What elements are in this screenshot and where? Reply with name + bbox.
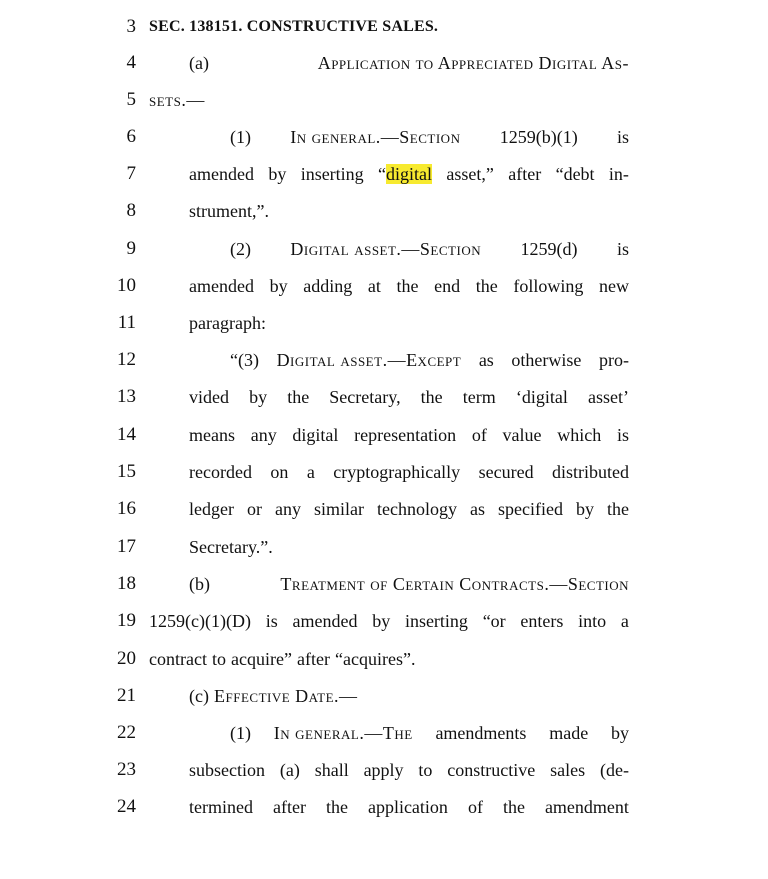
word: of — [471, 425, 487, 445]
word: is — [265, 611, 278, 631]
line-number: 13 — [117, 386, 136, 407]
word: any — [274, 499, 301, 519]
word: cryptographically — [333, 462, 461, 482]
line-number: 12 — [117, 349, 136, 370]
word: otherwise — [511, 350, 582, 370]
document-line — [0, 755, 768, 785]
document-line — [0, 196, 768, 226]
word: application — [367, 797, 448, 817]
document-line — [0, 308, 768, 338]
document-line — [0, 457, 768, 487]
document-line — [0, 382, 768, 412]
word: technology — [376, 499, 457, 519]
word: recorded — [189, 462, 252, 482]
word: to — [212, 649, 227, 669]
line-number: 20 — [117, 648, 136, 669]
word: apply — [363, 760, 404, 780]
word: term — [462, 387, 496, 407]
document-line — [0, 234, 768, 264]
paragraph-label: (1) — [230, 723, 251, 743]
document-line — [0, 532, 768, 562]
word: amended — [189, 276, 254, 296]
word: specified — [497, 499, 563, 519]
document-line — [0, 420, 768, 450]
word: subsection — [189, 760, 265, 780]
word: “debt — [555, 164, 595, 184]
paragraph-label: (1) — [230, 127, 251, 147]
word: the — [502, 797, 525, 817]
word: constructive — [447, 760, 536, 780]
word: by — [372, 611, 391, 631]
paragraph-label: (2) — [230, 239, 251, 259]
word: amendments — [435, 723, 527, 743]
line-number: 7 — [126, 163, 136, 184]
word: the — [420, 387, 443, 407]
word: by — [575, 499, 594, 519]
word: by — [268, 164, 287, 184]
subsection-heading: Effective Date.— — [214, 686, 358, 706]
word: vided — [189, 387, 229, 407]
word: Secretary, — [329, 387, 401, 407]
word: or — [246, 499, 262, 519]
word: the — [606, 499, 629, 519]
word: amended — [189, 164, 254, 184]
document-line — [0, 271, 768, 301]
word: amendment — [544, 797, 629, 817]
word: (a) — [279, 760, 300, 780]
line-number: 3 — [126, 16, 136, 37]
word: inserting — [300, 164, 364, 184]
word: means — [189, 425, 235, 445]
word: acquire” — [231, 649, 292, 669]
subsection-label: (b) — [189, 574, 210, 594]
document-line — [0, 494, 768, 524]
line-number: 10 — [117, 275, 136, 296]
line-number: 17 — [117, 536, 136, 557]
line-number: 5 — [126, 89, 136, 110]
line-number: 18 — [117, 573, 136, 594]
line-number: 22 — [117, 722, 136, 743]
line-number: 23 — [117, 759, 136, 780]
word: termined — [189, 797, 253, 817]
word: 1259(b)(1) — [499, 127, 578, 147]
paragraph-heading: In general.—Section — [290, 127, 461, 147]
line-number: 15 — [117, 461, 136, 482]
word: the — [475, 276, 498, 296]
line-number: 16 — [117, 498, 136, 519]
word: into — [578, 611, 607, 631]
word: amended — [292, 611, 358, 631]
word: after — [272, 797, 306, 817]
subsection-heading-cont: sets.— — [149, 90, 205, 110]
word: is — [616, 127, 629, 147]
word: the — [325, 797, 348, 817]
paragraph-heading: Digital asset.—Except — [276, 350, 462, 370]
word: the — [287, 387, 310, 407]
document-line — [0, 345, 768, 375]
subsection-label: (c) — [189, 686, 209, 706]
line-number: 14 — [117, 424, 136, 445]
word: ‘digital — [515, 387, 568, 407]
word: which — [557, 425, 602, 445]
word: enters — [520, 611, 564, 631]
word: 1259(d) — [520, 239, 578, 259]
word: similar — [313, 499, 364, 519]
word: adding — [303, 276, 353, 296]
word: by — [249, 387, 268, 407]
paragraph-heading: In general.—The — [273, 723, 413, 743]
line-number: 24 — [117, 796, 136, 817]
word: the — [396, 276, 419, 296]
word: inserting — [404, 611, 468, 631]
subsection-heading: Application to Appreciated Digital As- — [317, 53, 629, 73]
word: asset,” — [446, 164, 494, 184]
word: distributed — [552, 462, 629, 482]
word: as — [478, 350, 494, 370]
line-number: 11 — [117, 312, 136, 333]
document-line — [0, 12, 768, 42]
document-line — [0, 159, 768, 189]
word: value — [502, 425, 542, 445]
word: made — [549, 723, 589, 743]
word: Secretary.”. — [189, 537, 273, 557]
word: “acquires”. — [335, 649, 416, 669]
paragraph-heading: Digital asset.—Section — [290, 239, 482, 259]
paragraph-label: “(3) — [230, 350, 259, 370]
document-line — [0, 792, 768, 822]
highlight-mark: digital — [386, 164, 433, 184]
word: to — [418, 760, 433, 780]
line-number: 4 — [126, 52, 136, 73]
section-heading: SEC. 138151. CONSTRUCTIVE SALES. — [149, 18, 439, 35]
word: is — [616, 239, 629, 259]
word: paragraph: — [189, 313, 266, 333]
word: after — [508, 164, 542, 184]
word: sales — [550, 760, 586, 780]
word: end — [434, 276, 461, 296]
word: pro- — [598, 350, 629, 370]
word: 1259(c)(1)(D) — [149, 611, 251, 631]
word: after — [297, 649, 330, 669]
line-number: 21 — [117, 685, 136, 706]
word: contract — [149, 649, 207, 669]
word: by — [610, 723, 629, 743]
word: digital — [292, 425, 339, 445]
word: ledger — [189, 499, 234, 519]
word: representation — [354, 425, 457, 445]
word: shall — [314, 760, 349, 780]
line-number: 19 — [117, 610, 136, 631]
highlighted-word: “digital — [378, 164, 433, 184]
document-line — [0, 644, 768, 674]
subsection-heading: Treatment of Certain Contracts.—Section — [280, 574, 629, 594]
word: “or — [482, 611, 506, 631]
word: secured — [478, 462, 534, 482]
word: new — [598, 276, 629, 296]
word: in- — [608, 164, 629, 184]
subsection-label: (a) — [189, 53, 209, 73]
word: (de- — [600, 760, 629, 780]
word: asset’ — [587, 387, 629, 407]
word: at — [367, 276, 381, 296]
document-line — [0, 122, 768, 152]
word: a — [620, 611, 629, 631]
document-line — [0, 569, 768, 599]
line-number: 9 — [126, 238, 136, 259]
word: by — [269, 276, 288, 296]
document-line — [0, 681, 768, 711]
document-line — [0, 606, 768, 636]
document-line — [0, 48, 768, 78]
word: any — [250, 425, 277, 445]
word: as — [469, 499, 485, 519]
line-number: 8 — [126, 200, 136, 221]
word: a — [306, 462, 315, 482]
document-line — [0, 718, 768, 748]
word: following — [513, 276, 584, 296]
word: is — [616, 425, 629, 445]
word: of — [467, 797, 483, 817]
word: on — [270, 462, 289, 482]
document-line — [0, 85, 768, 115]
word: strument,”. — [189, 201, 269, 221]
line-number: 6 — [126, 126, 136, 147]
